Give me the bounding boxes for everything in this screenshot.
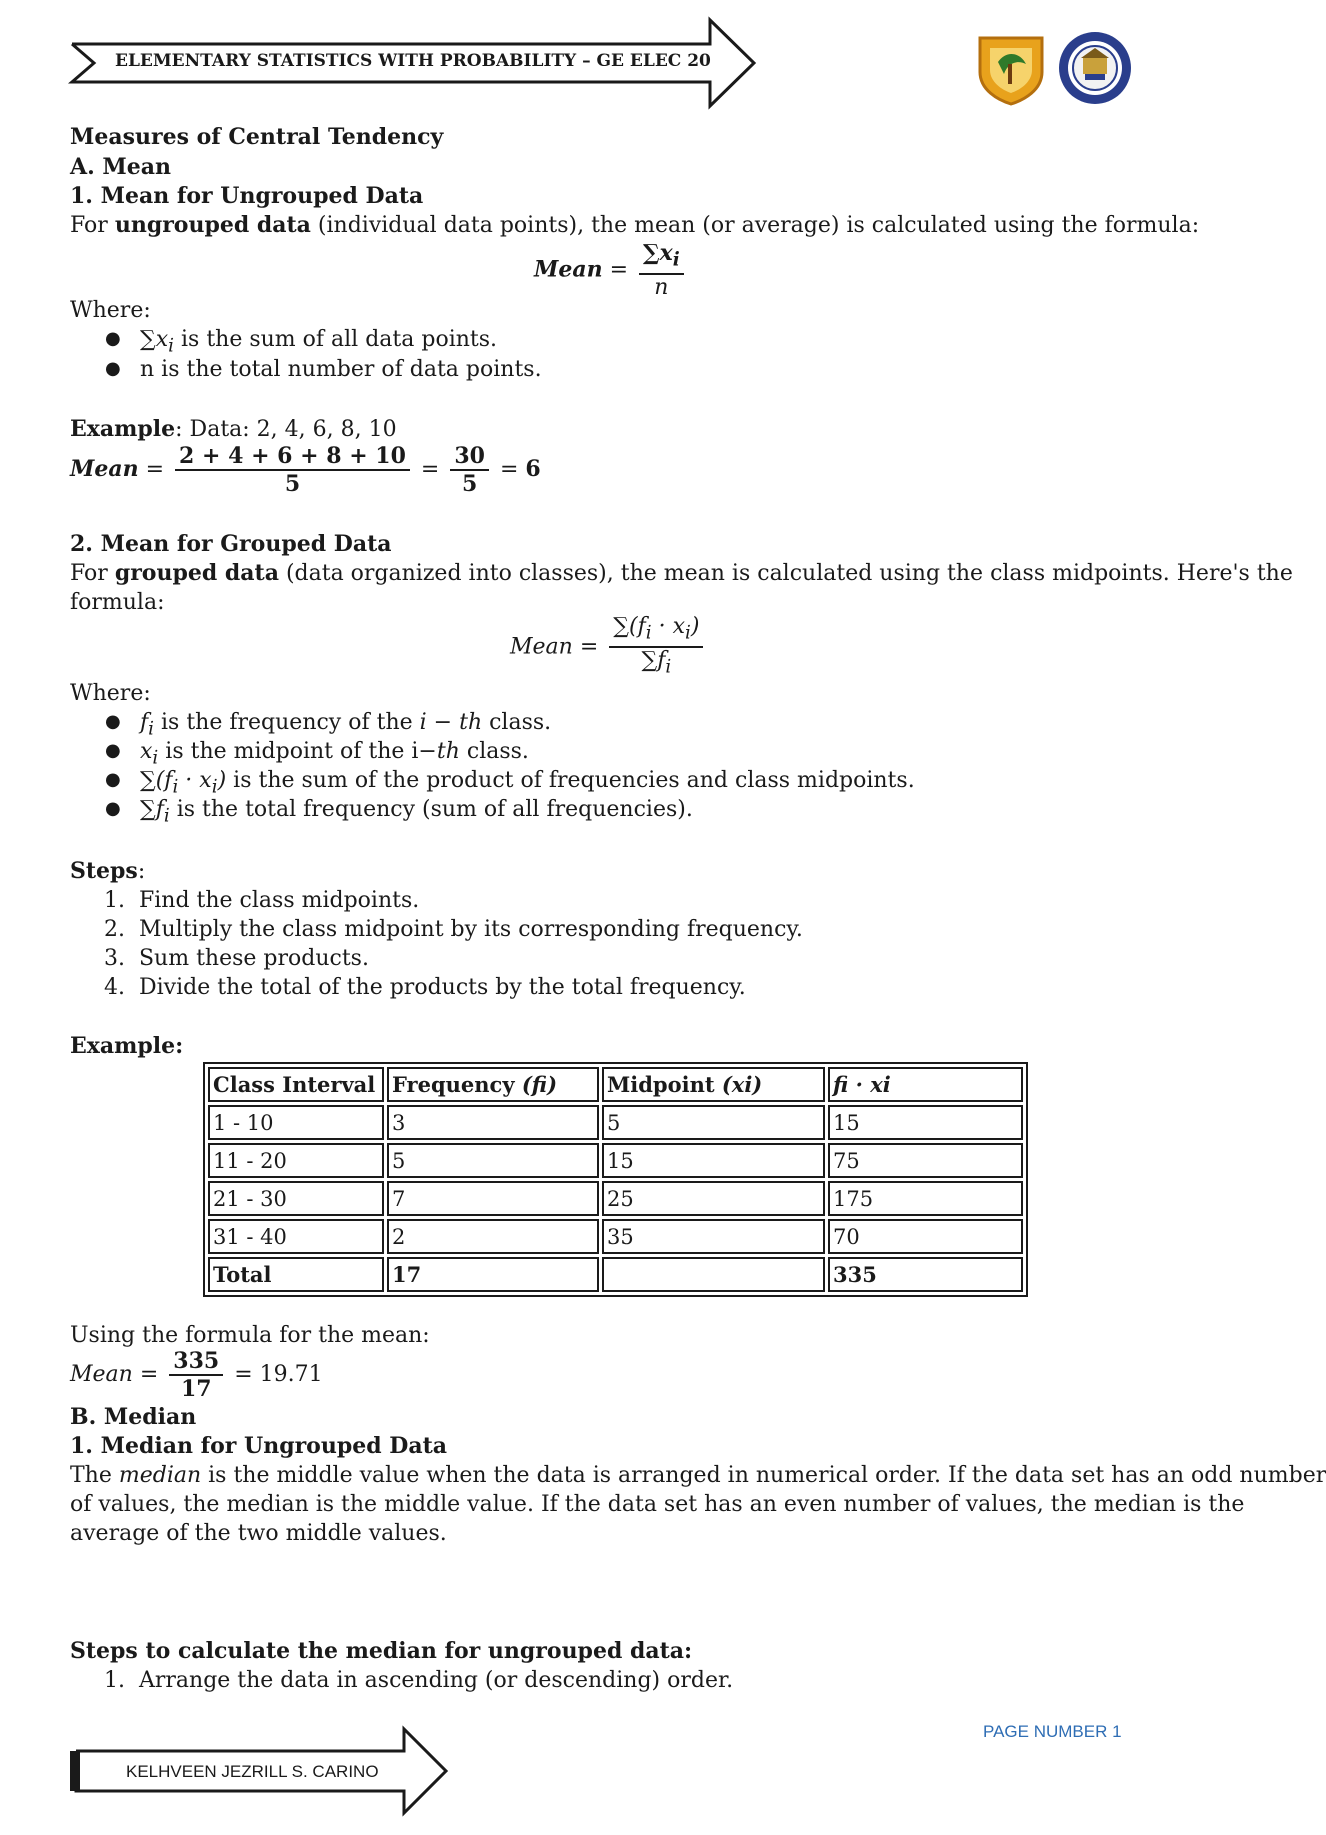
- table-row: [208, 1219, 1023, 1254]
- ungrouped-intro: For ungrouped data (individual data points), the mean (or average) is calculated using the formula:: [70, 212, 1200, 238]
- author-name: KELHVEEN JEZRILL S. CARINO: [126, 1762, 379, 1781]
- where-label-2: Where:: [70, 681, 151, 706]
- table-header: fi · xi: [828, 1067, 1023, 1102]
- table-cell: 11 - 20: [208, 1143, 384, 1178]
- bullet-dot: ●: [105, 358, 121, 379]
- using-formula-text: Using the formula for the mean:: [70, 1323, 430, 1348]
- subsection-median: B. Median: [70, 1404, 197, 1430]
- example-2-label: Example:: [70, 1033, 184, 1059]
- step-3: 3. Sum these products.: [104, 946, 369, 971]
- steps-label: Steps:: [70, 858, 146, 884]
- table-cell: 175: [828, 1181, 1023, 1216]
- subsection-median-ungrouped: 1. Median for Ungrouped Data: [70, 1433, 448, 1459]
- step-1: 1. Find the class midpoints.: [104, 888, 420, 913]
- table-cell: 15: [602, 1143, 825, 1178]
- grouped-bullet-3: $\sum(f_i \cdot x_i)$ is the sum of the product of frequencies and class midpoints.: [140, 768, 915, 798]
- section-title: Measures of Central Tendency: [70, 124, 444, 150]
- table-cell: 21 - 30: [208, 1181, 384, 1216]
- median-paragraph-line-3: average of the two middle values.: [70, 1521, 447, 1546]
- step-2: 2. Multiply the class midpoint by its corresponding frequency.: [104, 917, 803, 942]
- table-cell: 5: [387, 1143, 599, 1178]
- course-title: ELEMENTARY STATISTICS WITH PROBABILITY – GE ELEC 20: [115, 51, 711, 71]
- table-cell: 2: [387, 1219, 599, 1254]
- table-cell: 7: [387, 1181, 599, 1216]
- final-mean-calculation: Mean = $\frac{335}{17}$ = 19.71: [70, 1348, 323, 1402]
- table-cell: 15: [828, 1105, 1023, 1140]
- step-4: 4. Divide the total of the products by the total frequency.: [104, 975, 746, 1000]
- table-cell: [602, 1257, 825, 1292]
- table-cell: 17: [387, 1257, 599, 1292]
- subsection-mean: A. Mean: [70, 154, 171, 180]
- median-paragraph-line-2: of values, the median is the middle value. If the data set has an even number of values, the median is the: [70, 1492, 1245, 1517]
- table-cell: 35: [602, 1219, 825, 1254]
- college-shield-logo-icon: [976, 34, 1046, 106]
- median-paragraph-line-1: The median is the middle value when the data is arranged in numerical order. If the data set has an odd number: [70, 1463, 1326, 1488]
- bullet-dot: ●: [105, 769, 121, 790]
- grouped-intro-cont: formula:: [70, 590, 165, 615]
- bullet-dot: ●: [105, 740, 121, 761]
- median-steps-title: Steps to calculate the median for ungrouped data:: [70, 1638, 693, 1664]
- table-row: [208, 1181, 1023, 1216]
- table-cell: 31 - 40: [208, 1219, 384, 1254]
- example-mean-calculation: Mean = $\frac{2 + 4 + 6 + 8 + 10}{5}$ = $\frac{30}{5}$ = 6: [70, 443, 541, 497]
- table-row: [208, 1143, 1023, 1178]
- table-header-row: [208, 1067, 1023, 1102]
- page-number: PAGE NUMBER 1: [983, 1722, 1122, 1741]
- table-total-row: [208, 1257, 1023, 1292]
- table-header: Midpoint (xi): [602, 1067, 825, 1102]
- table-cell: 1 - 10: [208, 1105, 384, 1140]
- grouped-data-table: [203, 1062, 1028, 1297]
- subsection-mean-grouped: 2. Mean for Grouped Data: [70, 531, 392, 557]
- table-cell: Total: [208, 1257, 384, 1292]
- bullet-dot: ●: [105, 328, 121, 349]
- ungrouped-bullet-2: n is the total number of data points.: [140, 357, 542, 382]
- table-header: Class Interval: [208, 1067, 384, 1102]
- table-cell: 75: [828, 1143, 1023, 1178]
- bullet-dot: ●: [105, 798, 121, 819]
- table-cell: 70: [828, 1219, 1023, 1254]
- mean-formula-ungrouped: Mean = $\frac{\sum x_i}{n}$: [534, 240, 688, 301]
- university-seal-logo-icon: [1057, 30, 1133, 106]
- table-cell: 3: [387, 1105, 599, 1140]
- subsection-mean-ungrouped: 1. Mean for Ungrouped Data: [70, 183, 424, 209]
- median-step-1: 1. Arrange the data in ascending (or descending) order.: [104, 1668, 734, 1693]
- example-data-line: Example: Data: 2, 4, 6, 8, 10: [70, 416, 397, 442]
- table-row: [208, 1105, 1023, 1140]
- table-cell: 25: [602, 1181, 825, 1216]
- bullet-dot: ●: [105, 711, 121, 732]
- where-label-1: Where:: [70, 298, 151, 323]
- grouped-bullet-4: $\sum f_i$ is the total frequency (sum of all frequencies).: [140, 797, 693, 827]
- mean-formula-grouped: Mean = $\frac{\sum(f_i \cdot x_i)}{\sum f_i}$: [510, 614, 707, 681]
- grouped-bullet-2: $x_i$ is the midpoint of the i−th class.: [140, 739, 529, 769]
- grouped-bullet-1: $f_i$ is the frequency of the i − th class.: [140, 710, 552, 740]
- ungrouped-bullet-1: $\sum x_i$ is the sum of all data points.: [140, 327, 498, 357]
- table-cell: 335: [828, 1257, 1023, 1292]
- grouped-intro: For grouped data (data organized into classes), the mean is calculated using the class midpoints. Here's the: [70, 560, 1293, 586]
- table-header: Frequency (fi): [387, 1067, 599, 1102]
- table-cell: 5: [602, 1105, 825, 1140]
